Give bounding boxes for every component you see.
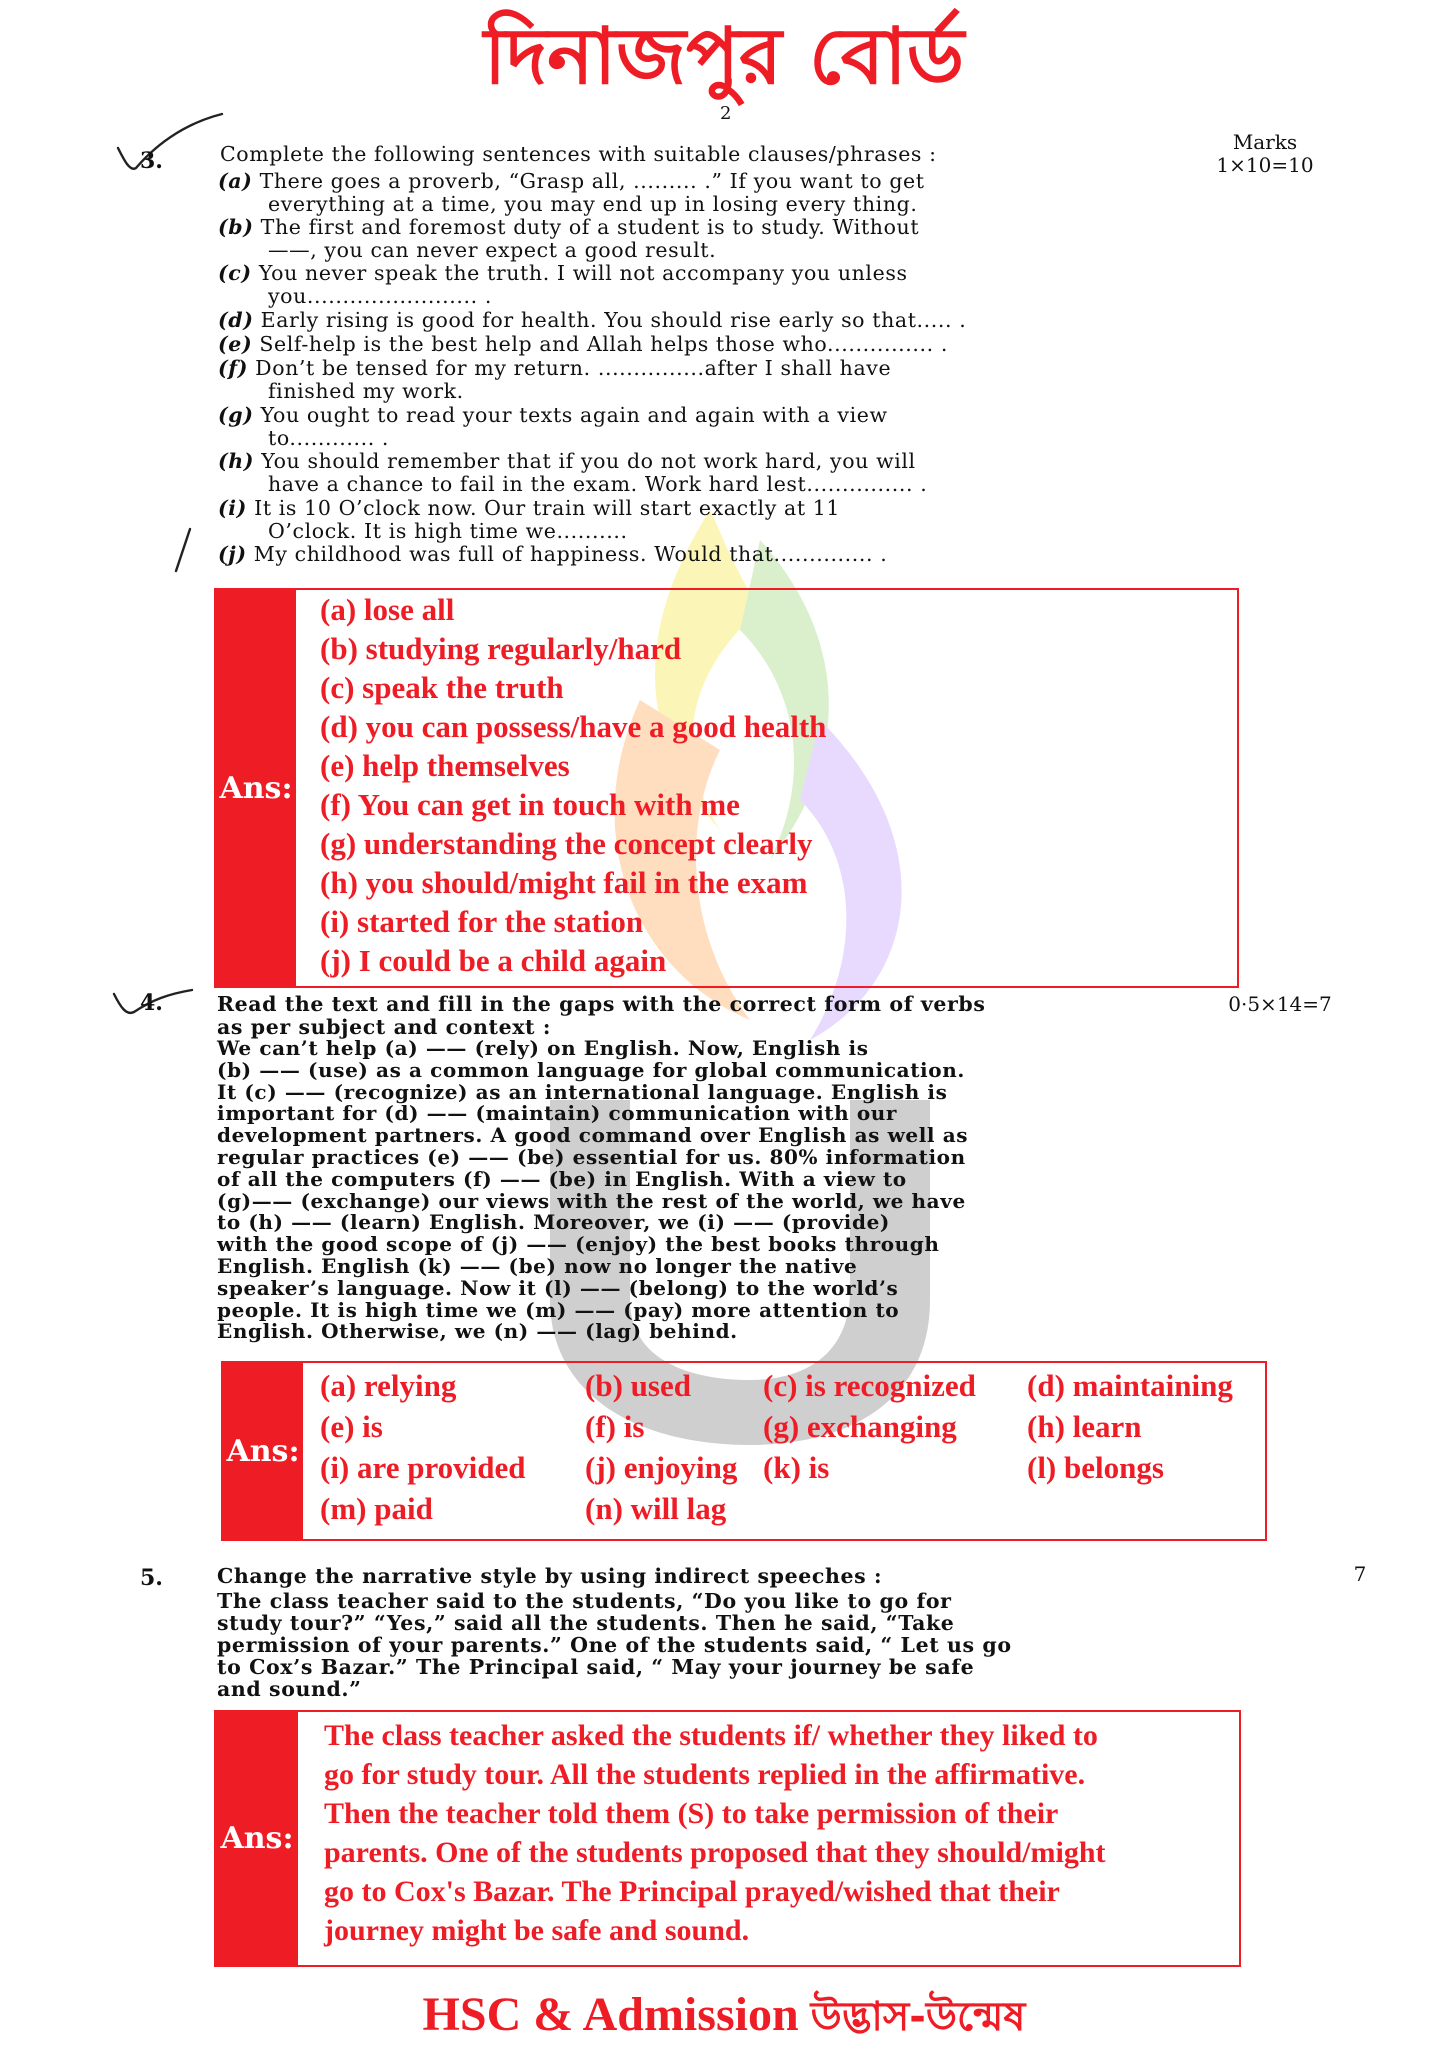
- q3-items: [218, 170, 1198, 567]
- q4-answer-cell: (a) relying: [320, 1368, 457, 1403]
- q3-item-h: (h) You should remember that if you do not work hard, you will have a chance to fail in the exam. Work hard lest............... .: [218, 449, 928, 496]
- q3-answer-item: (b) studying regularly/hard: [320, 631, 682, 666]
- q3-answer-box: [214, 588, 1239, 988]
- q3-item-a: (a) There goes a proverb, “Grasp all, ......... .” If you want to get everything at a time, you may end up in losing every thing.: [218, 169, 925, 216]
- q4-passage: We can’t help (a) —— (rely) on English. Now, English is (b) —— (use) as a common language for global communication. It (c) —— (recognize) as an international language. English is important for (d) —— (maintain) communication with our development partners. A good command over English as well as regular practices (e) —— (be) essential for us. 80% information of all the computers (f) —— (be) in English. With a view to (g)—— (exchange) our views with the rest of the world, we have to (h) —— (learn) English. Moreover, we (i) —— (provide) with the good scope of (j) —— (enjoy) the best books through English. English (k) —— (be) now no longer the native speaker’s language. Now it (l) —— (belong) to the world’s people. It is high time we (m) —— (pay) more attention to English. Otherwise, we (n) —— (lag) behind.: [217, 1036, 969, 1344]
- q4-answer-cell: (l) belongs: [1027, 1450, 1164, 1485]
- q4-answer-cell: (g) exchanging: [763, 1409, 957, 1444]
- q4-answer-cell: [1027, 1488, 1267, 1529]
- q4-answer-box: [221, 1361, 1267, 1541]
- q5-marks: 7: [1353, 1562, 1367, 1586]
- q3-answer-item: (f) You can get in touch with me: [320, 787, 740, 822]
- q4-answer-cell: (h) learn: [1027, 1409, 1142, 1444]
- q4-answer-cell: (c) is recognized: [763, 1368, 976, 1403]
- q4-instruction: Read the text and fill in the gaps with the correct form of verbs as per subject and context :: [217, 992, 986, 1039]
- q3-answer-item: (i) started for the station: [320, 904, 644, 939]
- q4-number: 4.: [140, 990, 163, 1016]
- q5-answer-box: [214, 1710, 1241, 1967]
- q4-answer-cell: (i) are provided: [320, 1450, 526, 1485]
- q3-answer-list: [320, 590, 826, 980]
- pencil-slash-mark: [168, 525, 198, 575]
- q3-answer-item: (d) you can possess/have a good health: [320, 709, 827, 744]
- q4-answer-cell: (k) is: [763, 1450, 830, 1485]
- q3-item-j: (j) My childhood was full of happiness. Would that.............. .: [218, 542, 888, 566]
- q4-answer-cell: [763, 1488, 1027, 1529]
- q3-item-c: (c) You never speak the truth. I will not accompany you unless you........................ .: [218, 261, 908, 308]
- pencil-tick-mark: [110, 110, 230, 180]
- q3-answer-item: (j) I could be a child again: [320, 943, 667, 978]
- q3-answer-item: (c) speak the truth: [320, 670, 564, 705]
- marks-value: 1×10=10: [1216, 153, 1314, 177]
- q3-answer-item: (h) you should/might fail in the exam: [320, 865, 808, 900]
- footer-bengali: উদ্ভাস-উন্মেষ: [810, 1994, 1026, 2040]
- q3-item-g: (g) You ought to read your texts again and again with a view to............ .: [218, 403, 888, 450]
- q3-item-f: (f) Don’t be tensed for my return. ...............after I shall have finished my work.: [218, 356, 892, 403]
- q5-answer-label: Ans:: [216, 1712, 298, 1965]
- board-title: দিনাজপুর বোর্ড: [483, 12, 965, 102]
- footer-brand: [0, 1985, 1448, 2052]
- q3-item-d: (d) Early rising is good for health. You should rise early so that..... .: [218, 308, 967, 332]
- q3-answer-item: (a) lose all: [320, 592, 455, 627]
- q4-answer-cell: (m) paid: [320, 1491, 433, 1526]
- q5-instruction: Change the narrative style by using indirect speeches :: [217, 1564, 883, 1588]
- q3-item-e: (e) Self-help is the best help and Allah helps those who............... .: [218, 332, 948, 356]
- q4-answer-cell: (f) is: [585, 1409, 645, 1444]
- q4-answer-label: Ans:: [223, 1363, 303, 1539]
- q4-answer-grid: [320, 1365, 1267, 1529]
- q3-answer-item: (e) help themselves: [320, 748, 570, 783]
- q4-answer-cell: (e) is: [320, 1409, 383, 1444]
- q3-item-i: (i) It is 10 O’clock now. Our train will start exactly at 11 O’clock. It is high time we..........: [218, 496, 841, 543]
- q3-instruction: Complete the following sentences with suitable clauses/phrases :: [220, 142, 937, 166]
- q4-marks: 0·5×14=7: [1228, 992, 1332, 1016]
- q4-answer-cell: (j) enjoying: [585, 1450, 738, 1485]
- footer-latin: HSC & Admission: [422, 1988, 811, 2041]
- q4-answer-cell: (d) maintaining: [1027, 1368, 1233, 1403]
- q3-answer-label: Ans:: [216, 590, 296, 986]
- q3-answer-item: (g) understanding the concept clearly: [320, 826, 813, 861]
- q5-answer-text: The class teacher asked the students if/ whether they liked to go for study tour. All the students replied in the affirmative. Then the teacher told them (S) to take permission of their parents. One of the students proposed that they should/might go to Cox's Bazar. The Principal prayed/wished that their journey might be safe and sound.: [324, 1719, 1106, 1947]
- q4-answer-cell: (n) will lag: [585, 1491, 727, 1526]
- q3-marks: [1200, 131, 1330, 177]
- page-number: 2: [720, 103, 732, 124]
- q5-number: 5.: [140, 1565, 163, 1591]
- q3-number: 3.: [140, 148, 163, 174]
- marks-label: Marks: [1232, 130, 1298, 154]
- q4-answer-cell: (b) used: [585, 1368, 691, 1403]
- q5-passage: The class teacher said to the students, “Do you like to go for study tour?” “Yes,” said all the students. Then he said, “Take permission of your parents.” One of the students said, “ Let us go to Cox’s Bazar.” The Principal said, “ May your journey be safe and sound.”: [217, 1589, 1012, 1701]
- q3-item-b: (b) The first and foremost duty of a student is to study. Without ——, you can never expect a good result.: [218, 215, 920, 262]
